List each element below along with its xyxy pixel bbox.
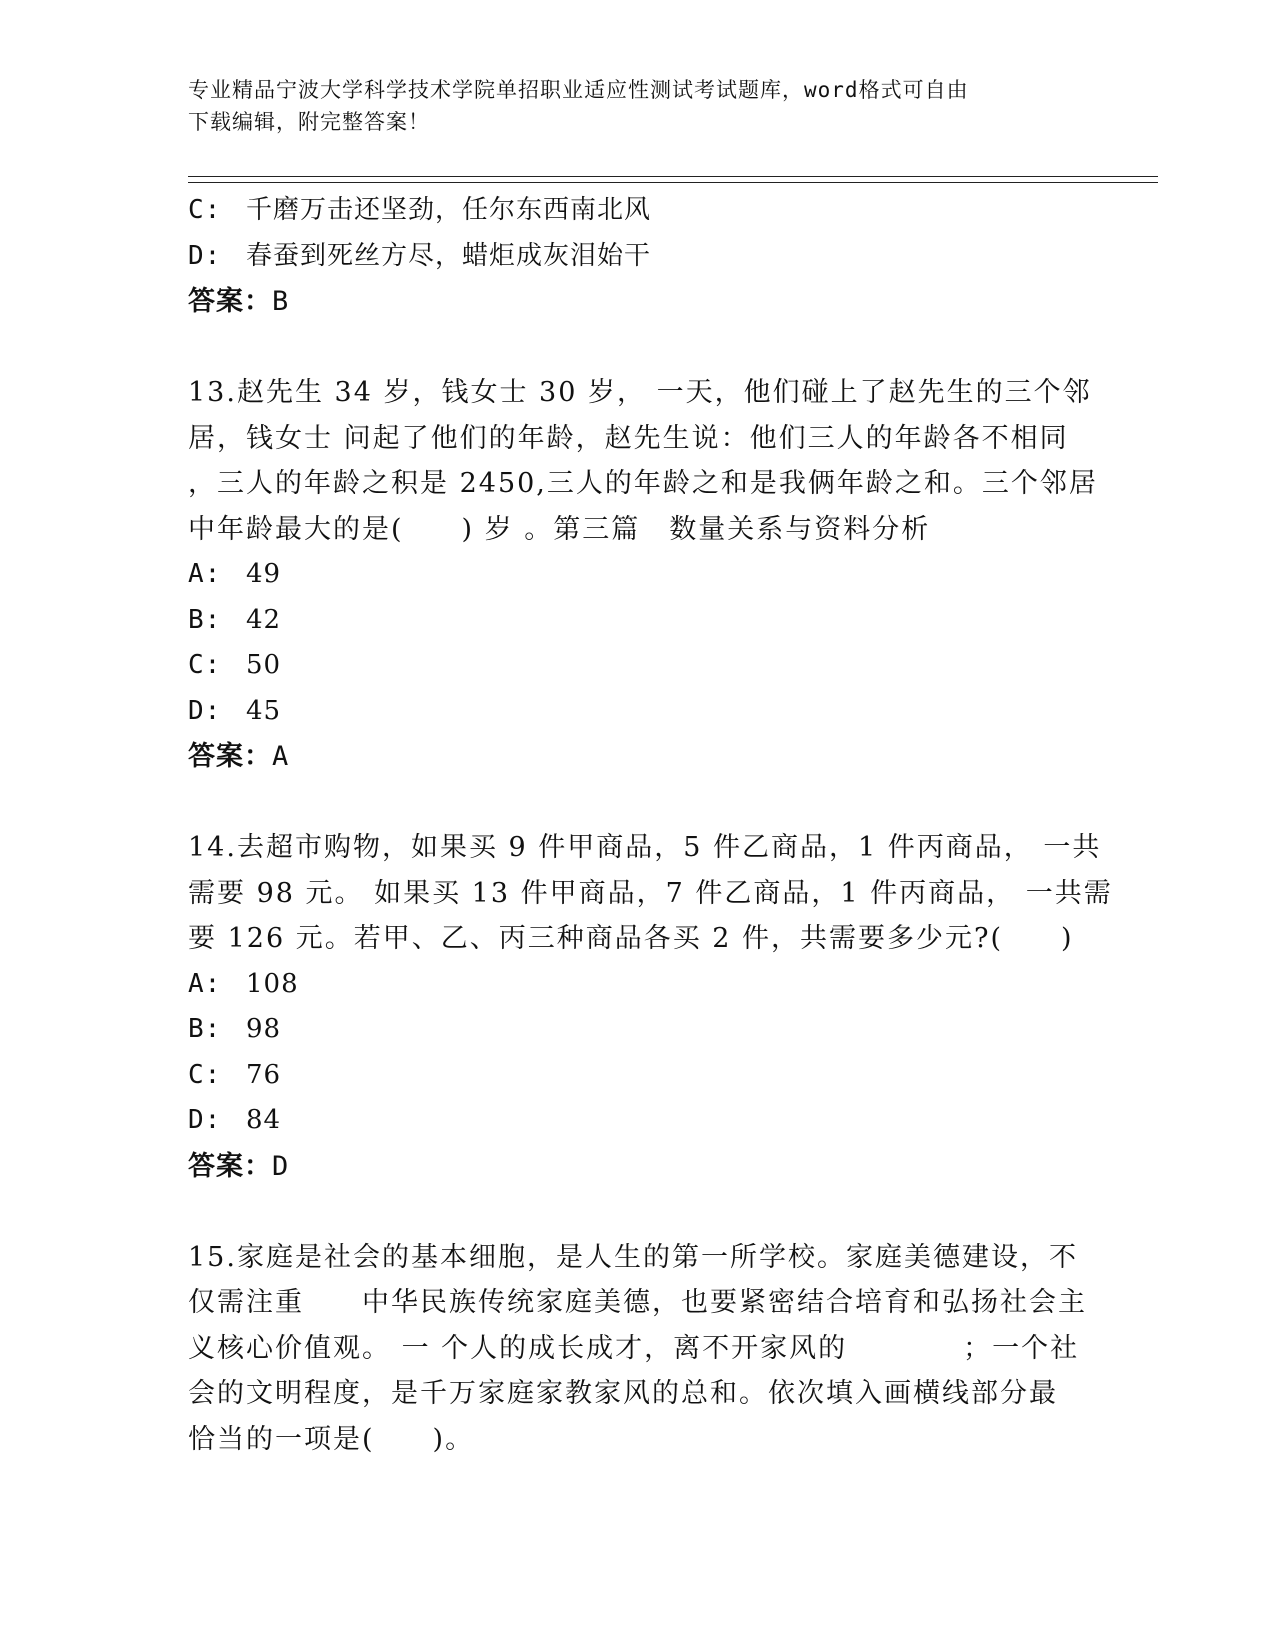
option-letter: D: — [188, 1105, 222, 1135]
answer-line — [188, 279, 1078, 325]
document-body — [188, 188, 1113, 1462]
option-text: 76 — [246, 1059, 282, 1090]
option-text: 42 — [246, 604, 282, 635]
header-rule-bottom — [188, 182, 1158, 183]
document-header — [188, 74, 1088, 138]
option-letter: C: — [188, 650, 222, 680]
answer-line — [188, 734, 1078, 780]
question-13 — [188, 370, 1098, 780]
option-letter: C: — [188, 195, 222, 225]
option-text: 84 — [246, 1105, 282, 1135]
option-c — [188, 1053, 1078, 1099]
option-letter: D: — [188, 240, 222, 271]
option-letter: A: — [188, 559, 222, 589]
option-b — [188, 1007, 1078, 1053]
option-text: 49 — [246, 559, 282, 589]
option-letter: D: — [188, 695, 222, 726]
prev-question — [188, 188, 1078, 325]
option-d — [188, 689, 1078, 735]
answer-value: B — [272, 286, 290, 317]
option-c — [188, 188, 1078, 234]
question-text-line: 15.家庭是社会的基本细胞，是人生的第一所学校。家庭美德建设，不 — [188, 1241, 1078, 1273]
option-d — [188, 234, 1078, 280]
answer-line — [188, 1144, 1078, 1190]
question-text-line: 义核心价值观。 一 个人的成长成才，离不开家风的 ；一个社 — [188, 1332, 1080, 1364]
answer-label: 答案： — [188, 741, 272, 772]
option-d — [188, 1098, 1078, 1144]
option-text: 108 — [246, 968, 299, 999]
question-text-line: 居，钱女士 问起了他们的年龄，赵先生说：他们三人的年龄各不相同 — [188, 422, 1069, 454]
option-a — [188, 962, 1078, 1008]
question-text-line: 14.去超市购物，如果买 9 件甲商品，5 件乙商品，1 件丙商品， 一共 — [188, 832, 1102, 863]
question-text-line: 会的文明程度，是千万家庭家教家风的总和。依次填入画横线部分最 — [188, 1378, 1058, 1409]
header-rule-top — [188, 176, 1158, 177]
question-text-line: 恰当的一项是( )。 — [188, 1423, 475, 1455]
question-text-line: 中年龄最大的是( ) 岁 。第三篇 数量关系与资料分析 — [188, 513, 931, 545]
option-b — [188, 598, 1078, 644]
question-text-line: 要 126 元。若甲、乙、丙三种商品各买 2 件，共需要多少元?( ) — [188, 923, 1074, 954]
option-c — [188, 643, 1078, 689]
question-text-line: 需要 98 元。 如果买 13 件甲商品，7 件乙商品，1 件丙商品， 一共需 — [188, 877, 1113, 909]
answer-value: D — [272, 1150, 290, 1182]
answer-label: 答案： — [188, 1150, 272, 1182]
spacer — [188, 325, 1078, 371]
option-text: 45 — [246, 695, 282, 726]
option-text: 千磨万击还坚劲，任尔东西南北风 — [246, 195, 652, 225]
question-15 — [188, 1235, 1087, 1463]
option-text: 98 — [246, 1014, 282, 1044]
answer-value: A — [272, 741, 290, 772]
option-letter: A: — [188, 968, 222, 999]
option-letter: B: — [188, 604, 222, 635]
question-text-line: 仅需注重 中华民族传统家庭美德，也要紧密结合培育和弘扬社会主 — [188, 1287, 1087, 1318]
option-a — [188, 552, 1078, 598]
header-line-2: 下载编辑，附完整答案！ — [188, 110, 430, 134]
question-text-line: ，三人的年龄之积是 2450,三人的年龄之和是我俩年龄之和。三个邻居 — [188, 468, 1098, 499]
option-text: 春蚕到死丝方尽，蜡炬成灰泪始干 — [246, 240, 652, 271]
spacer — [188, 780, 1078, 826]
option-text: 50 — [246, 650, 282, 680]
question-14 — [188, 825, 1113, 1189]
answer-label: 答案： — [188, 286, 272, 317]
spacer — [188, 1189, 1078, 1235]
option-letter: B: — [188, 1014, 222, 1044]
header-line-1: 专业精品宁波大学科学技术学院单招职业适应性测试考试题库，word格式可自由 — [188, 78, 969, 102]
question-text-line: 13.赵先生 34 岁，钱女士 30 岁， 一天，他们碰上了赵先生的三个邻 — [188, 377, 1092, 408]
option-letter: C: — [188, 1059, 222, 1090]
